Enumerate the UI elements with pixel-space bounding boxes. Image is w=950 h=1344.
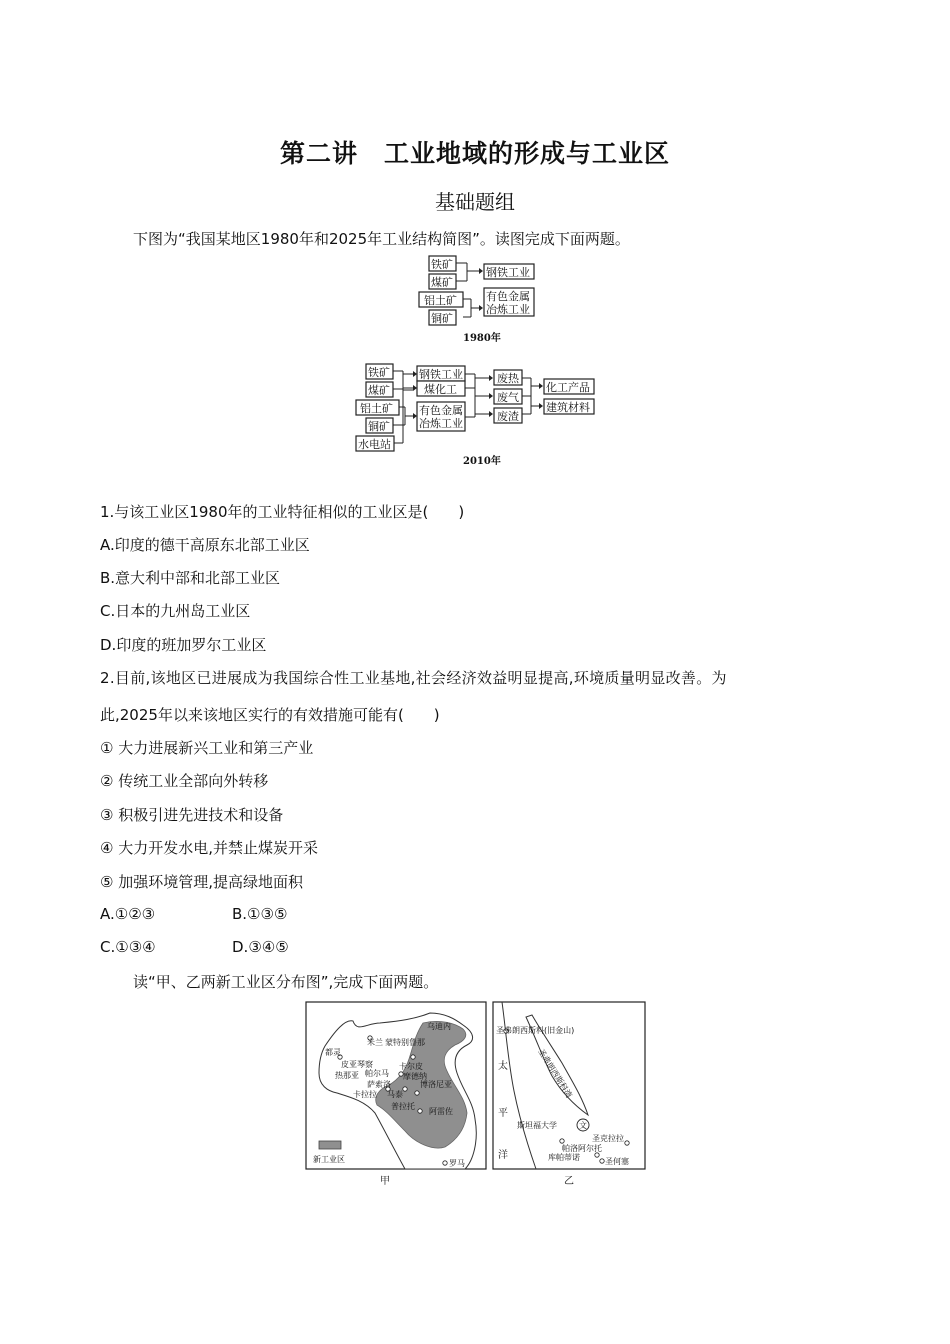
map-label-sf-bay: 圣弗朗西斯科湾 bbox=[536, 1047, 574, 1100]
q1-option-b: B.意大利中部和北部工业区 bbox=[100, 569, 281, 587]
q2-option-b: B.①③⑤ bbox=[232, 905, 288, 923]
q2-option-d: D.③④⑤ bbox=[232, 938, 289, 956]
caption-1980: 1980年 bbox=[463, 333, 501, 344]
map-label-sassuolo: 萨索洛 bbox=[367, 1080, 391, 1089]
q1-option-c: C.日本的九州岛工业区 bbox=[100, 602, 251, 620]
map-label-stanford: 斯坦福大学 bbox=[517, 1121, 557, 1130]
label-bauxite-1980: 铝土矿 bbox=[424, 294, 457, 307]
map-label-carrara: 卡拉拉 bbox=[353, 1090, 377, 1099]
label-copper-1980: 铜矿 bbox=[431, 312, 453, 325]
label-bauxite-2010: 铝土矿 bbox=[360, 402, 393, 415]
label-copper-2010: 铜矿 bbox=[368, 420, 390, 433]
label-waste-gas: 废气 bbox=[497, 391, 519, 404]
q2-stem-line-2: 此,2025年以来该地区实行的有效措施可能有( ) bbox=[100, 706, 440, 724]
map-label-palo-alto: 帕洛阿尔托 bbox=[562, 1144, 602, 1153]
map-label-cupertino: 库帕蒂诺 bbox=[548, 1153, 580, 1162]
label-steel-2010: 钢铁工业 bbox=[419, 368, 463, 381]
legend-label: 新工业区 bbox=[313, 1155, 345, 1164]
map-label-matei: 马泰 bbox=[387, 1090, 403, 1099]
label-smelting-1980: 冶炼工业 bbox=[486, 303, 530, 316]
q1-option-a: A.印度的德干高原东北部工业区 bbox=[100, 536, 310, 554]
map-label-montebelluna: 蒙特别鲁那 bbox=[385, 1038, 425, 1047]
label-nonferrous-2010: 有色金属 bbox=[419, 404, 463, 417]
map-label-piacenza: 皮亚琴察 bbox=[341, 1060, 373, 1069]
map-label-parma: 帕尔马 bbox=[365, 1069, 389, 1078]
label-nonferrous-1980: 有色金属 bbox=[486, 290, 530, 303]
q2-item-1: ① 大力进展新兴工业和第三产业 bbox=[100, 739, 314, 757]
map-yi-caption: 乙 bbox=[564, 1176, 574, 1187]
page-title: 第二讲 工业地域的形成与工业区 bbox=[279, 139, 670, 168]
map-label-pacific-3: 洋 bbox=[498, 1150, 508, 1161]
label-hydropower-2010: 水电站 bbox=[358, 438, 391, 451]
diagram-1980 bbox=[415, 252, 550, 347]
map-jia bbox=[305, 1001, 487, 1191]
q2-item-3: ③ 积极引进先进技术和设备 bbox=[100, 806, 284, 824]
label-building-materials: 建筑材料 bbox=[546, 401, 590, 414]
q1-stem: 1.与该工业区1980年的工业特征相似的工业区是( ) bbox=[100, 503, 465, 521]
map-label-modena: 摩德纳 bbox=[403, 1072, 427, 1081]
q2-option-a: A.①②③ bbox=[100, 905, 156, 923]
map-label-arezzo: 阿雷佐 bbox=[429, 1107, 453, 1116]
label-chem-products: 化工产品 bbox=[546, 381, 590, 394]
map-yi bbox=[492, 1001, 647, 1191]
q2-stem-line-1: 2.目前,该地区已进展成为我国综合性工业基地,社会经济效益明显提高,环境质量明显改善。为 bbox=[100, 669, 727, 687]
caption-2010: 2010年 bbox=[463, 456, 501, 467]
label-iron-ore-1980: 铁矿 bbox=[431, 258, 453, 271]
label-smelting-2010: 冶炼工业 bbox=[419, 417, 463, 430]
map-label-school-symbol: 文 bbox=[579, 1121, 587, 1130]
legend-swatch bbox=[319, 1141, 341, 1149]
map-label-udine: 乌迪内 bbox=[427, 1022, 451, 1031]
map-label-prato: 普拉托 bbox=[391, 1102, 415, 1111]
map-label-genoa: 热那亚 bbox=[335, 1071, 359, 1080]
map-label-turin: 都灵 bbox=[325, 1048, 341, 1057]
map-label-rome: 罗马 bbox=[449, 1159, 465, 1168]
map-label-milan: 米兰 bbox=[367, 1038, 383, 1047]
label-waste-heat: 废热 bbox=[497, 372, 519, 385]
q2-item-4: ④ 大力开发水电,并禁止煤炭开采 bbox=[100, 839, 318, 857]
map-jia-caption: 甲 bbox=[380, 1176, 390, 1187]
map-label-santa-clara: 圣克拉拉 bbox=[592, 1134, 624, 1143]
q2-item-2: ② 传统工业全部向外转移 bbox=[100, 772, 269, 790]
intro-text-1: 下图为“我国某地区1980年和2025年工业结构简图”。读图完成下面两题。 bbox=[133, 230, 630, 248]
diagram-2010 bbox=[353, 360, 603, 470]
map-label-bologna: 博洛尼亚 bbox=[420, 1080, 452, 1089]
label-coal-2010: 煤矿 bbox=[368, 384, 390, 397]
map-label-pacific-1: 太 bbox=[498, 1061, 508, 1072]
intro-text-2: 读“甲、乙两新工业区分布图”,完成下面两题。 bbox=[133, 973, 439, 991]
section-subtitle: 基础题组 bbox=[435, 190, 515, 214]
map-label-san-jose: 圣何塞 bbox=[605, 1157, 629, 1166]
map-label-carpi: 卡尔皮 bbox=[399, 1062, 423, 1071]
q2-option-c: C.①③④ bbox=[100, 938, 156, 956]
q1-option-d: D.印度的班加罗尔工业区 bbox=[100, 636, 267, 654]
label-coal-1980: 煤矿 bbox=[431, 276, 453, 289]
map-label-san-francisco: 圣弗朗西斯科(旧金山) bbox=[496, 1026, 575, 1035]
label-waste-slag: 废渣 bbox=[497, 410, 519, 423]
label-steel-1980: 钢铁工业 bbox=[486, 266, 530, 279]
label-iron-ore-2010: 铁矿 bbox=[368, 366, 390, 379]
label-coal-chem-2010: 煤化工 bbox=[424, 383, 457, 396]
q2-item-5: ⑤ 加强环境管理,提高绿地面积 bbox=[100, 873, 303, 891]
map-label-pacific-2: 平 bbox=[498, 1108, 508, 1119]
